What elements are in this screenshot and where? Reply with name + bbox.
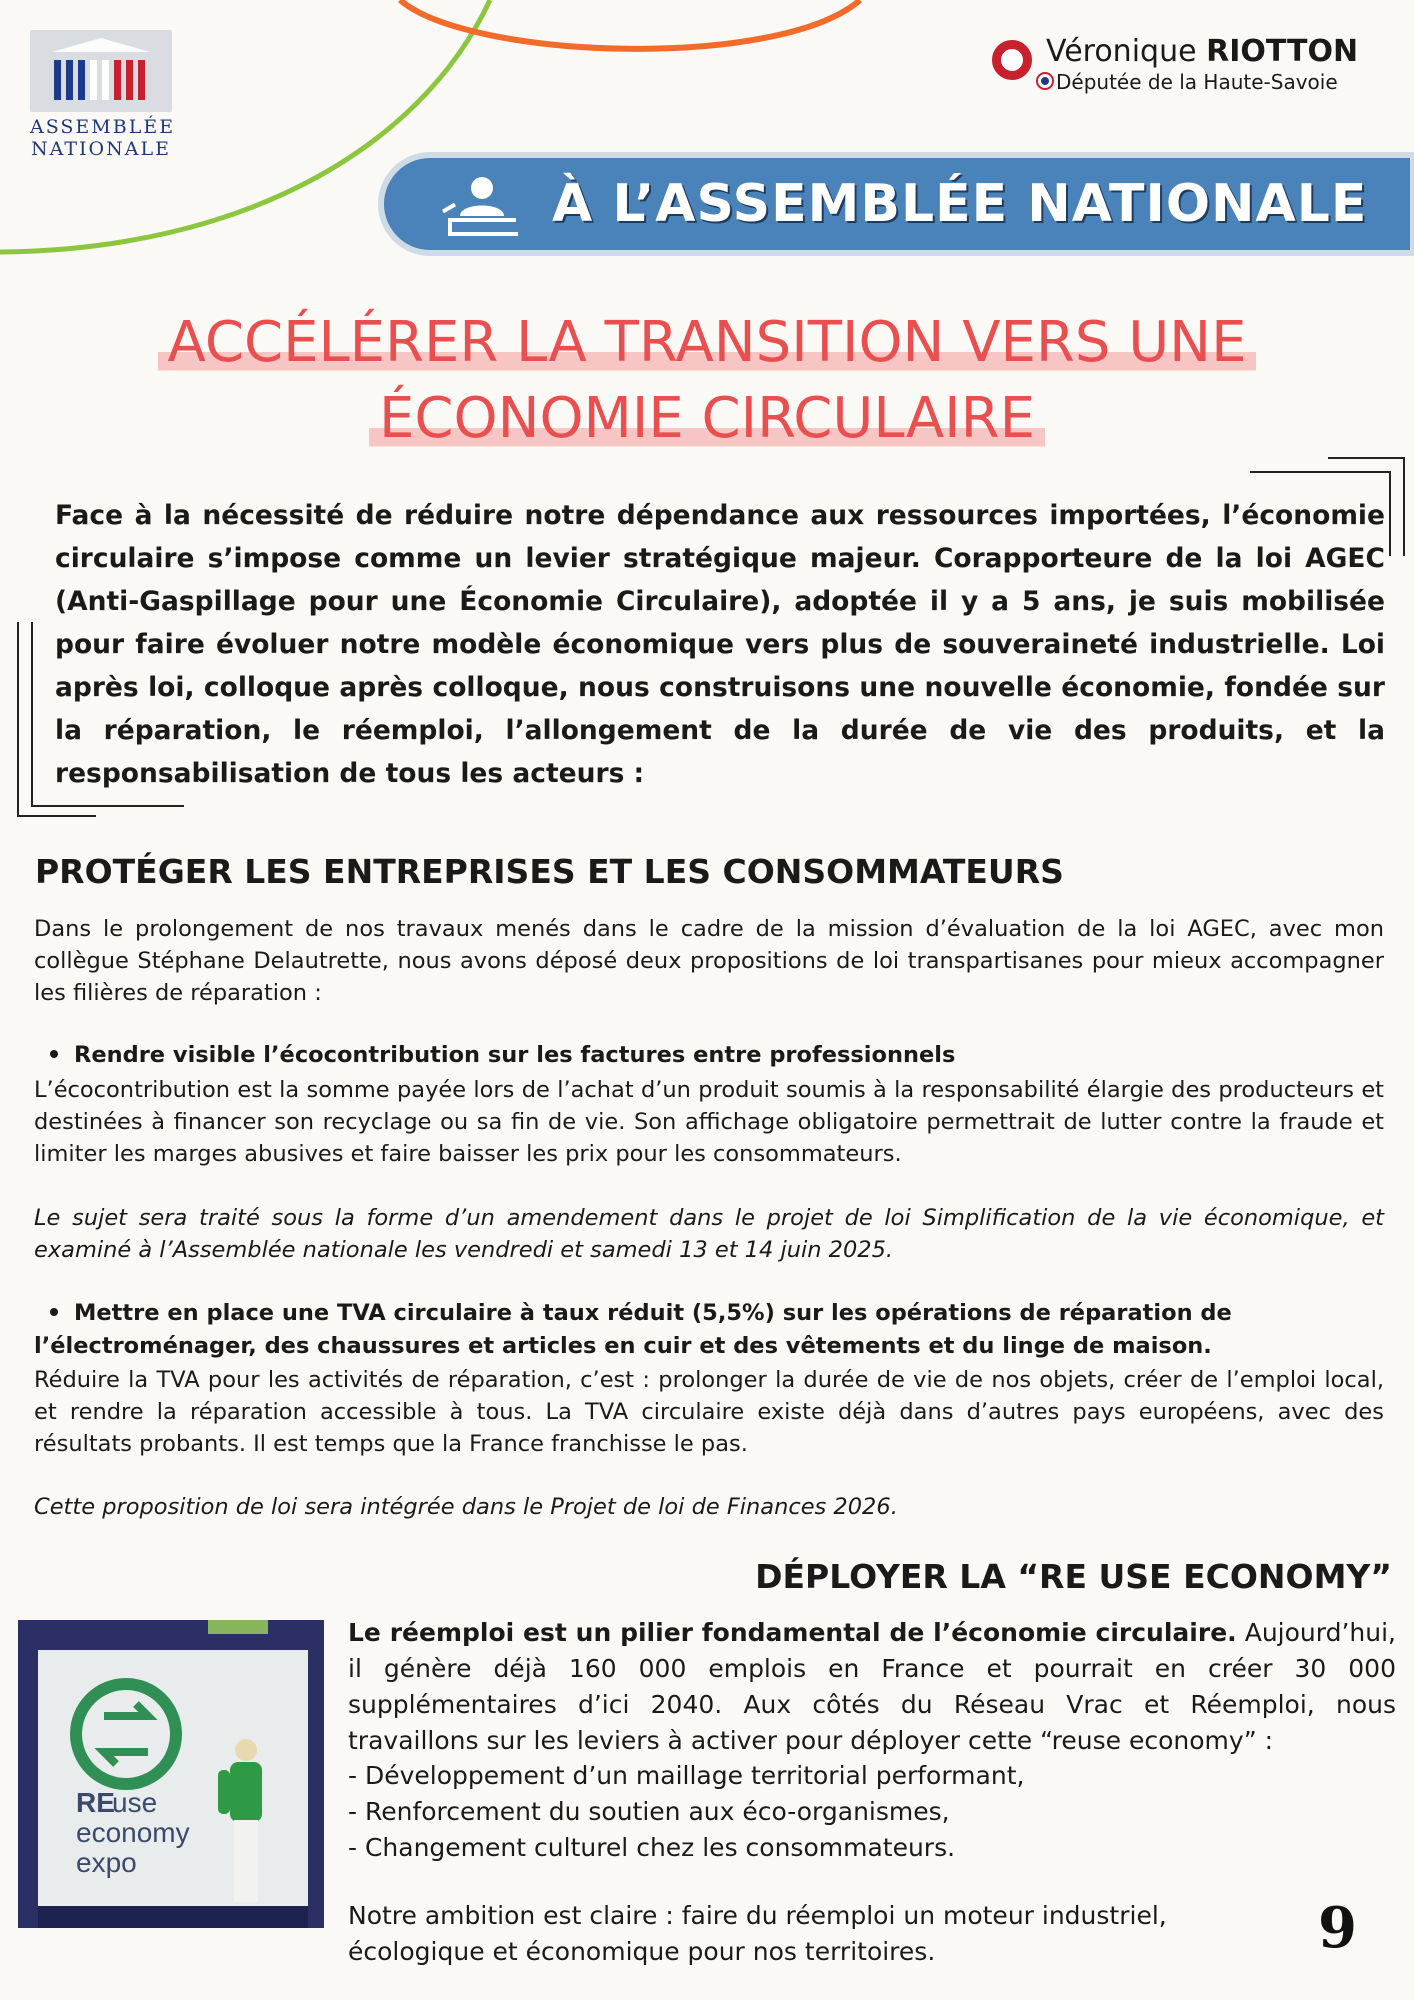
svg-text:expo: expo (76, 1847, 137, 1878)
intro-paragraph: Face à la nécessité de réduire notre dépendance aux ressources importées, l’économie circulaire s’impose comme un levier stratégique majeur. Corapporteure de la loi AGEC (Anti-Gaspillage pour une Économie Circulaire), adoptée il y a 5 ans, je suis mobilisée pour faire évoluer notre modèle économique vers plus de souveraineté industrielle. Loi après loi, colloque après colloque, nous construisons une nouvelle économie, fondée sur la réparation, le réemploi, l’allongement de la durée de vie des produits, et la responsabilisation de tous les acteurs : (55, 500, 1385, 789)
svg-text:use: use (112, 1787, 158, 1818)
deputy-logo-dot-icon (1038, 74, 1052, 88)
deputy-identity (992, 30, 1392, 100)
section-banner (384, 158, 1410, 250)
bullet2-text: Réduire la TVA pour les activités de réparation, c’est : prolonger la durée de vie de nos objets, créer de l’emploi local, et rendre la réparation accessible à tous. La TVA circulaire existe déjà dans d’autres pays européens, avec des résultats probants. Il est temps que la France franchisse le pas. (34, 1367, 1384, 1457)
speaker-at-desk-icon (440, 172, 524, 238)
bullet2-title: Mettre en place une TVA circulaire à taux réduit (5,5%) sur les opérations de réparation de l’électroménager, des chaussures et articles en cuir et des vêtements et du linge de maison. (34, 1300, 1232, 1359)
deputy-role: Députée de la Haute-Savoie (1056, 70, 1338, 94)
list-item: - Changement culturel chez les consommateurs. (348, 1833, 956, 1862)
bullet1-note: Le sujet sera traité sous la forme d’un amendement dans le projet de loi Simplification de la vie économique, et examiné à l’Assemblée nationale les vendredi et samedi 13 et 14 juin 2025. (34, 1205, 1384, 1263)
reuse-closing: Notre ambition est claire : faire du réemploi un moteur industriel, écologique et économique pour nos territoires. (348, 1901, 1167, 1966)
main-title-line2: ÉCONOMIE CIRCULAIRE (369, 381, 1045, 457)
reuse-levers-list (348, 1758, 1396, 1866)
bullet-icon (50, 1050, 58, 1058)
reuse-lead-paragraph: Le réemploi est un pilier fondamental de l’économie circulaire. Aujourd’hui, il génère déjà 160 000 emplois en France et pourrait en créer 30 000 supplémentaires d’ici 2040. Aux côtés du Réseau Vrac et Réemploi, nous travaillons sur les leviers à activer pour déployer cette “reuse economy” : (348, 1618, 1396, 1755)
list-item: - Développement d’un maillage territorial performant, (348, 1761, 1025, 1790)
main-title (0, 305, 1414, 457)
hemicycle-emblem-icon (30, 30, 172, 112)
deputy-logo-ring-icon (992, 40, 1032, 80)
page-number: 9 (1318, 1895, 1357, 1961)
bullet1-title: Rendre visible l’écocontribution sur les factures entre professionnels (50, 1042, 1380, 1068)
list-item: - Renforcement du soutien aux éco-organismes, (348, 1797, 950, 1826)
section1-paragraph: Dans le prolongement de nos travaux menés dans le cadre de la mission d’évaluation de la loi AGEC, avec mon collègue Stéphane Delautrette, nous avons déposé deux propositions de loi transpartisanes pour mieux accompagner les filières de réparation : (34, 916, 1384, 1006)
section-heading-proteger: PROTÉGER LES ENTREPRISES ET LES CONSOMMATEURS (35, 852, 1064, 891)
svg-text:economy: economy (76, 1817, 190, 1848)
bullet2-note: Cette proposition de loi sera intégrée dans le Projet de loi de Finances 2026. (34, 1494, 898, 1520)
bullet1-text: L’écocontribution est la somme payée lors de l’achat d’un produit soumis à la responsabilité élargie des producteurs et destinées à financer son recyclage ou sa fin de vie. Son affichage obligatoire permettrait de lutter contre la fraude et limiter les marges abusives et faire baisser les prix pour les consommateurs. (34, 1077, 1384, 1167)
svg-text:RE: RE (76, 1787, 115, 1818)
reuse-expo-photo (18, 1620, 324, 1928)
logo-text: ASSEMBLÉE NATIONALE (30, 116, 176, 160)
section-heading-reuse: DÉPLOYER LA “RE USE ECONOMY” (755, 1557, 1392, 1596)
deputy-name: Véronique RIOTTON (1046, 34, 1359, 69)
assemblee-nationale-logo (30, 30, 176, 160)
bullet-icon (50, 1308, 58, 1316)
banner-title: À L’ASSEMBLÉE NATIONALE (552, 174, 1368, 234)
main-title-line1: ACCÉLÉRER LA TRANSITION VERS UNE (158, 305, 1257, 381)
